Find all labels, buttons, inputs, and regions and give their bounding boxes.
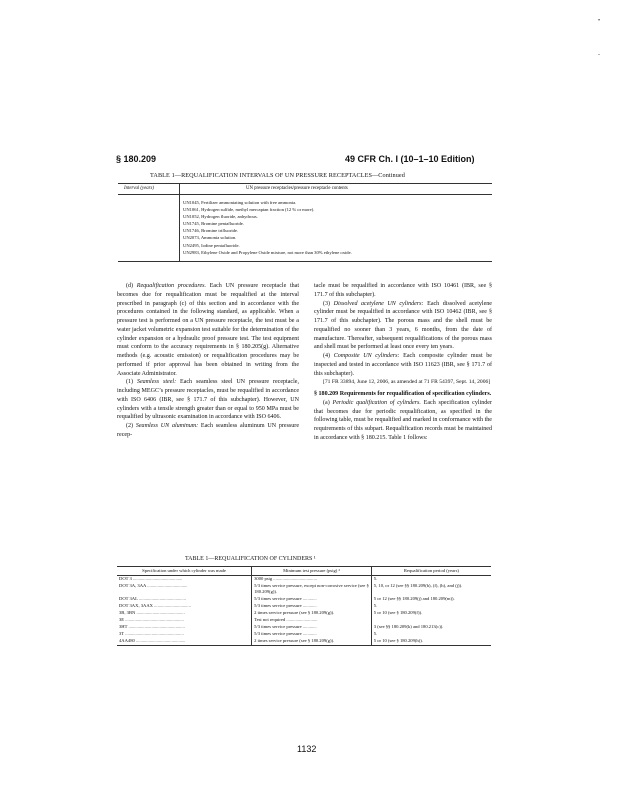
table-cell: 5 or 10 (see § 180.209(h)). xyxy=(371,638,491,645)
table1-rows xyxy=(183,199,352,256)
table1-row: UN2073, Ammonia solution. xyxy=(183,235,237,241)
table-row xyxy=(117,624,491,631)
table1-row: UN1745, Bromine pentafluoride. xyxy=(183,221,244,227)
table-cell: 2 times service pressure (see § 180.209(g)). xyxy=(252,638,372,645)
requalification-table xyxy=(117,566,491,646)
table1-top-rule xyxy=(118,183,492,184)
table-cell: 5/3 times service pressure ............ xyxy=(252,631,372,638)
table-cell: 3T ................................................... xyxy=(119,630,184,636)
table-cell: 5/3 times service pressure ............ xyxy=(252,624,372,631)
table1-header-interval: Interval (years) xyxy=(124,186,154,191)
table1-caption: TABLE 1—REQUALIFICATION INTERVALS OF UN PRESSURE RECEPTACLES—Continued xyxy=(150,172,405,179)
paragraph: (1) Seamless steel: Each seamless steel UN pressure receptacle, including MEGC’s pressure receptacles, must be requalified in accordance with ISO 6406 (IBR, see § 171.7 of this subchapter). However, UN cylinders with a tensile strength greater than or equal to 950 MPa must be requalified by ultrasonic examination in accordance with ISO 6406. xyxy=(117,379,299,421)
table-cell: 5/3 times service pressure, except non-corrosive service (see § 180.209(g)). xyxy=(252,583,372,597)
scan-mark: • xyxy=(598,18,601,24)
table-cell: Test not required ........................... xyxy=(252,617,372,624)
table-cell: 5, 10, or 12 (see §§ 180.209(b), (f), (h), and (j)). xyxy=(371,583,491,597)
table-cell: 3000 psig ...................................... xyxy=(252,575,372,582)
table2-header: Specification under which cylinder was made xyxy=(117,567,252,576)
paragraph-d4: (4) Composite UN cylinders: Each composite cylinder must be inspected and tested in accordance with ISO 11623 (IBR, see § 171.7 of this subchapter). xyxy=(314,353,492,377)
continued-paragraph: tacle must be requalified in accordance with ISO 10461 (IBR, see § 171.7 of this subchapter). xyxy=(314,283,492,298)
table-cell: 3E ................................................... xyxy=(119,617,184,623)
table-row xyxy=(117,610,491,617)
table-cell: 5/3 times service pressure ............ xyxy=(252,603,372,610)
paragraph-d3: (3) Dissolved acetylene UN cylinders: Each dissolved acetylene cylinder must be requalified in accordance with ISO 10462 (IBR, see § 171.7 of this subchapter). The porous mass and the shell must be requalified no sooner than 3 years, 6 months, from the date of manufacture. Thereafter, subsequent requalifications of the porous mass and shell must be performed at least once every ten years. xyxy=(314,300,492,351)
table-cell: DOT 3A, 3AA ................................... xyxy=(119,582,188,588)
table-row xyxy=(117,583,491,597)
table-cell: 5 or 10 (see § 180.209(f)). xyxy=(371,610,491,617)
page-number: 1132 xyxy=(297,744,317,754)
table-row xyxy=(117,631,491,638)
table1-column-rule xyxy=(179,183,180,261)
table-cell: 3 (see §§ 180.209(k) and 180.213(c)). xyxy=(371,624,491,631)
table-row xyxy=(117,638,491,645)
table-row xyxy=(117,596,491,603)
header-title: 49 CFR Ch. I (10–1–10 Edition) xyxy=(345,154,475,164)
table-cell xyxy=(371,617,491,624)
table1-header-contents: UN pressure receptacles/pressure receptacle contents xyxy=(246,186,348,191)
table-cell: 2 times service pressure (see § 180.209(g)). xyxy=(252,610,372,617)
left-column xyxy=(117,282,299,440)
table1-row: UN2495, Iodine pentafluoride. xyxy=(183,242,240,248)
table-cell: 4AA480 ........................................... xyxy=(117,638,252,645)
table-cell: 5 or 12 (see §§ 180.209(j) and 180.209(m)). xyxy=(371,596,491,603)
table1-row: UN1061, Hydrogen sulfide, methyl mercaptan fraction (12 % or more). xyxy=(183,207,315,213)
table-row xyxy=(117,575,491,582)
table2-caption: TABLE 1—REQUALIFICATION OF CYLINDERS ¹ xyxy=(185,556,316,562)
table1-row: UN1045, Fertilizer ammoniating solution with free ammonia. xyxy=(183,200,297,205)
table-row xyxy=(117,617,491,624)
table-cell: DOT 3 ........................................... xyxy=(119,575,183,581)
paragraph: (2) Seamless UN aluminum: Each seamless aluminum UN pressure recep- xyxy=(117,423,299,438)
table1-row: UN1746, Bromine trifluoride. xyxy=(183,228,239,234)
table-cell: DOT 3AX, 3AAX ................................ xyxy=(119,603,191,609)
table-cell: 5/3 times service pressure ............ xyxy=(252,596,372,603)
table-cell: 3B, 3BN .......................................... xyxy=(119,610,185,616)
paragraph: (d) Requalification procedures. Each UN pressure receptacle that becomes due for requalification must be requalified at the interval prescribed in paragraph (c) of this section and in accordance with the procedures contained in the following standard, as applicable. When a pressure test is performed on a UN pressure receptacle, the test must be a water jacket volumetric expansion test suitable for the determination of the cylinder expansion or a hydraulic proof pressure test. The test equipment must conform to the accuracy requirements in § 180.205(g). Alternative methods (e.g. acoustic emission) or requalification procedures may be performed if prior approval has been obtained in writing from the Associate Administrator. xyxy=(117,283,300,377)
table-cell: DOT 3AL ......................................... xyxy=(119,596,186,602)
table-row xyxy=(117,603,491,610)
table2-header: Requalification period (years) xyxy=(371,567,491,576)
paragraph-a: (a) Periodic qualification of cylinders. Each specification cylinder that becomes due for periodic requalification, as specified in the following table, must be requalified and marked in conformance with the requirements of this subpart. Requalification records must be maintained in accordance with § 180.215. Table 1 follows: xyxy=(314,399,492,441)
table1-header-rule xyxy=(118,194,492,195)
right-column xyxy=(314,282,492,443)
section-heading: § 180.209 Requirements for requalification of specification cylinders. xyxy=(314,391,492,397)
table1-bottom-rule xyxy=(118,261,492,262)
header-section: § 180.209 xyxy=(116,154,157,164)
table1-row: UN1052, Hydrogen fluoride, anhydrous. xyxy=(183,214,258,220)
table1-row: UN2983, Ethylene Oxide and Propylene Oxide mixture, not more than 30% ethylene oxide. xyxy=(183,249,352,255)
table-cell: 5. xyxy=(371,631,491,638)
table-cell: 5. xyxy=(371,603,491,610)
table2-header: Minimum test pressure (psig) ² xyxy=(252,567,372,576)
table-cell: 5. xyxy=(371,575,491,582)
citation: [71 FR 33894, June 12, 2006, as amended at 71 FR 54397, Sept. 14, 2006] xyxy=(323,379,491,386)
table-cell: 3HT ................................................. xyxy=(119,623,185,629)
scan-mark: - xyxy=(598,52,600,58)
